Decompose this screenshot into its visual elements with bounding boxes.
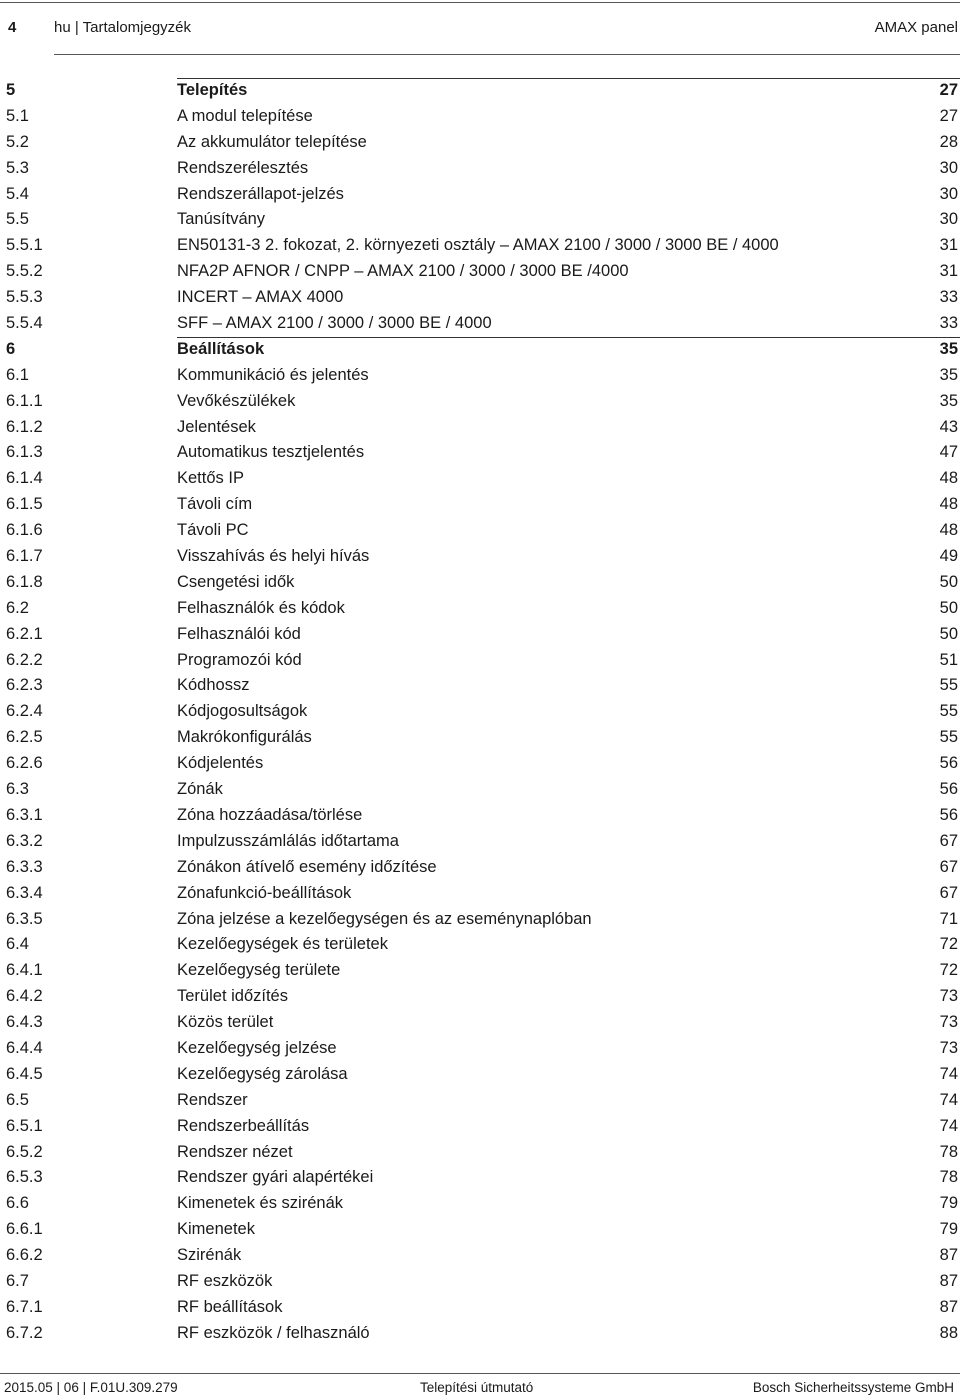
toc-page-number: 56 xyxy=(939,754,958,773)
toc-page-number: 88 xyxy=(939,1323,958,1342)
toc-page-number: 43 xyxy=(939,417,958,436)
toc-entry[interactable] xyxy=(0,725,960,751)
toc-entry[interactable] xyxy=(0,440,960,466)
toc-section-number: 5.1 xyxy=(6,106,29,125)
toc-page-number: 55 xyxy=(939,676,958,695)
toc-entry[interactable] xyxy=(0,1217,960,1243)
toc-page-number: 74 xyxy=(939,1090,958,1109)
top-rule xyxy=(0,2,960,3)
toc-entry[interactable] xyxy=(0,1295,960,1321)
toc-section-title: Rendszer gyári alapértékei xyxy=(177,1168,374,1187)
toc-section-number: 6.7.2 xyxy=(6,1323,43,1342)
toc-section-number: 5.5 xyxy=(6,210,29,229)
toc-entry[interactable] xyxy=(0,855,960,881)
toc-section-title: Visszahívás és helyi hívás xyxy=(177,547,370,566)
toc-section-title: Kódhossz xyxy=(177,676,250,695)
toc-page-number: 78 xyxy=(939,1168,958,1187)
toc-section-number: 6.1 xyxy=(6,365,29,384)
toc-section-number: 6.1.1 xyxy=(6,391,43,410)
toc-entry[interactable] xyxy=(0,518,960,544)
toc-section-title: Rendszerbeállítás xyxy=(177,1116,310,1135)
toc-section-title: Rendszerállapot-jelzés xyxy=(177,184,344,203)
toc-entry[interactable] xyxy=(0,1010,960,1036)
toc-entry[interactable] xyxy=(0,544,960,570)
toc-page-number: 28 xyxy=(939,132,958,151)
toc-section-number: 6.3.4 xyxy=(6,883,43,902)
toc-section-title: Tanúsítvány xyxy=(177,210,266,229)
toc-section-number: 5.3 xyxy=(6,158,29,177)
toc-entry[interactable] xyxy=(0,415,960,441)
toc-entry[interactable] xyxy=(0,673,960,699)
toc-section-title: Kódjogosultságok xyxy=(177,702,308,721)
toc-page-number: 79 xyxy=(939,1194,958,1213)
toc-section-number: 6.4.1 xyxy=(6,961,43,980)
toc-page-number: 47 xyxy=(939,443,958,462)
footer-rule xyxy=(0,1373,960,1374)
toc-section-number: 6.5.3 xyxy=(6,1168,43,1187)
toc-section-number: 6.1.6 xyxy=(6,521,43,540)
document-title: Telepítési útmutató xyxy=(420,1380,534,1395)
product-name: AMAX panel xyxy=(874,19,958,36)
toc-section-title: Szirénák xyxy=(177,1246,242,1265)
toc-section-title: Rendszer nézet xyxy=(177,1142,293,1161)
toc-section-number: 6.6.1 xyxy=(6,1220,43,1239)
toc-section-title: Kezelőegység zárolása xyxy=(177,1064,348,1083)
toc-section-title: Jelentések xyxy=(177,417,256,436)
toc-page-number: 56 xyxy=(939,805,958,824)
toc-page-number: 87 xyxy=(939,1246,958,1265)
table-of-contents xyxy=(0,78,960,1347)
toc-section-title: Csengetési idők xyxy=(177,572,295,591)
toc-entry[interactable] xyxy=(0,363,960,389)
toc-section-title: Közös terület xyxy=(177,1013,274,1032)
toc-page-number: 48 xyxy=(939,469,958,488)
toc-entry[interactable] xyxy=(0,1321,960,1347)
toc-section-number: 6.4.4 xyxy=(6,1038,43,1057)
toc-section-number: 6.2.2 xyxy=(6,650,43,669)
toc-page-number: 50 xyxy=(939,624,958,643)
toc-page-number: 67 xyxy=(939,831,958,850)
toc-section-number: 6.1.5 xyxy=(6,495,43,514)
toc-entry[interactable] xyxy=(0,207,960,233)
toc-page-number: 74 xyxy=(939,1064,958,1083)
toc-section-title: Kimenetek xyxy=(177,1220,255,1239)
toc-section-number: 6.1.4 xyxy=(6,469,43,488)
publisher: Bosch Sicherheitssysteme GmbH xyxy=(752,1380,954,1395)
toc-section-title: Programozói kód xyxy=(177,650,302,669)
toc-section-title: INCERT – AMAX 4000 xyxy=(177,288,344,307)
toc-entry[interactable] xyxy=(0,311,960,337)
toc-section-number: 6.4.3 xyxy=(6,1013,43,1032)
toc-section-title: SFF – AMAX 2100 / 3000 / 3000 BE / 4000 xyxy=(177,314,492,333)
toc-chapter-entry[interactable] xyxy=(0,337,960,363)
toc-page-number: 35 xyxy=(939,391,958,410)
toc-page-number: 48 xyxy=(939,521,958,540)
toc-page-number: 55 xyxy=(939,728,958,747)
toc-entry[interactable] xyxy=(0,1140,960,1166)
toc-page-number: 30 xyxy=(939,184,958,203)
toc-page-number: 27 xyxy=(939,81,958,99)
toc-page-number: 67 xyxy=(939,883,958,902)
toc-entry[interactable] xyxy=(0,570,960,596)
toc-chapter-entry[interactable] xyxy=(0,78,960,104)
toc-page-number: 73 xyxy=(939,987,958,1006)
toc-page-number: 71 xyxy=(939,909,958,928)
toc-entry[interactable] xyxy=(0,699,960,725)
toc-section-title: Zóna jelzése a kezelőegységen és az eseménynaplóban xyxy=(177,909,592,928)
toc-section-title: Kezelőegység területe xyxy=(177,961,341,980)
toc-entry[interactable] xyxy=(0,958,960,984)
toc-entry[interactable] xyxy=(0,751,960,777)
toc-entry[interactable] xyxy=(0,259,960,285)
toc-entry[interactable] xyxy=(0,777,960,803)
toc-entry[interactable] xyxy=(0,156,960,182)
toc-section-title: Makrókonfigurálás xyxy=(177,728,312,747)
toc-entry[interactable] xyxy=(0,130,960,156)
toc-page-number: 50 xyxy=(939,598,958,617)
toc-section-number: 6.5 xyxy=(6,1090,29,1109)
toc-page-number: 30 xyxy=(939,158,958,177)
toc-section-number: 5.5.3 xyxy=(6,288,43,307)
toc-section-title: A modul telepítése xyxy=(177,106,313,125)
toc-section-title: RF beállítások xyxy=(177,1297,283,1316)
toc-entry[interactable] xyxy=(0,492,960,518)
toc-entry[interactable] xyxy=(0,182,960,208)
toc-entry[interactable] xyxy=(0,829,960,855)
toc-section-title: Távoli cím xyxy=(177,495,253,514)
toc-section-title: Zóna hozzáadása/törlése xyxy=(177,805,363,824)
toc-page-number: 73 xyxy=(939,1013,958,1032)
toc-section-title: Kommunikáció és jelentés xyxy=(177,365,369,384)
toc-section-number: 6.3 xyxy=(6,780,29,799)
toc-page-number: 48 xyxy=(939,495,958,514)
toc-section-number: 6.2.1 xyxy=(6,624,43,643)
toc-entry[interactable] xyxy=(0,1191,960,1217)
header-rule xyxy=(54,54,960,55)
toc-section-number: 6.7.1 xyxy=(6,1297,43,1316)
toc-section-number: 6.1.3 xyxy=(6,443,43,462)
toc-section-number: 6.1.2 xyxy=(6,417,43,436)
toc-section-title: RF eszközök xyxy=(177,1271,273,1290)
toc-page-number: 31 xyxy=(939,262,958,281)
toc-section-title: Beállítások xyxy=(177,339,265,358)
toc-entry[interactable] xyxy=(0,1088,960,1114)
toc-page-number: 30 xyxy=(939,210,958,229)
toc-section-number: 6.2.5 xyxy=(6,728,43,747)
toc-page-number: 72 xyxy=(939,935,958,954)
toc-section-title: Rendszer xyxy=(177,1090,248,1109)
toc-page-number: 87 xyxy=(939,1297,958,1316)
toc-section-number: 5.2 xyxy=(6,132,29,151)
toc-entry[interactable] xyxy=(0,104,960,130)
toc-entry[interactable] xyxy=(0,1114,960,1140)
document-id: 2015.05 | 06 | F.01U.309.279 xyxy=(4,1380,178,1395)
toc-section-title: Kódjelentés xyxy=(177,754,264,773)
toc-page-number: 31 xyxy=(939,236,958,255)
toc-section-number: 6.3.2 xyxy=(6,831,43,850)
toc-section-number: 6.2.3 xyxy=(6,676,43,695)
toc-section-title: Rendszerélesztés xyxy=(177,158,309,177)
toc-entry[interactable] xyxy=(0,389,960,415)
toc-page-number: 33 xyxy=(939,288,958,307)
toc-section-title: Felhasználói kód xyxy=(177,624,301,643)
toc-section-number: 6.4.5 xyxy=(6,1064,43,1083)
toc-section-title: Impulzusszámlálás időtartama xyxy=(177,831,399,850)
toc-page-number: 72 xyxy=(939,961,958,980)
toc-section-title: Automatikus tesztjelentés xyxy=(177,443,365,462)
toc-section-number: 6.5.2 xyxy=(6,1142,43,1161)
toc-page-number: 73 xyxy=(939,1038,958,1057)
toc-section-number: 6.2.4 xyxy=(6,702,43,721)
toc-section-number: 6.6.2 xyxy=(6,1246,43,1265)
toc-section-title: Terület időzítés xyxy=(177,987,288,1006)
toc-entry[interactable] xyxy=(0,932,960,958)
toc-section-title: Kettős IP xyxy=(177,469,244,488)
toc-section-number: 6.3.3 xyxy=(6,857,43,876)
toc-section-number: 6.4.2 xyxy=(6,987,43,1006)
toc-entry[interactable] xyxy=(0,622,960,648)
toc-section-title: RF eszközök / felhasználó xyxy=(177,1323,370,1342)
toc-section-number: 5 xyxy=(6,81,16,99)
toc-section-title: Telepítés xyxy=(177,81,248,99)
toc-entry[interactable] xyxy=(0,984,960,1010)
toc-section-number: 6.1.8 xyxy=(6,572,43,591)
toc-entry[interactable] xyxy=(0,881,960,907)
toc-section-title: EN50131-3 2. fokozat, 2. környezeti osztály – AMAX 2100 / 3000 / 3000 BE / 4000 xyxy=(177,236,779,255)
toc-entry[interactable] xyxy=(0,285,960,311)
toc-page-number: 27 xyxy=(939,106,958,125)
toc-section-number: 6.2.6 xyxy=(6,754,43,773)
toc-entry[interactable] xyxy=(0,233,960,259)
chapter-rule xyxy=(177,337,960,338)
page-number: 4 xyxy=(8,19,17,36)
toc-section-number: 5.5.2 xyxy=(6,262,43,281)
toc-page-number: 51 xyxy=(939,650,958,669)
chapter-rule xyxy=(177,78,960,79)
toc-section-title: Az akkumulátor telepítése xyxy=(177,132,367,151)
toc-entry[interactable] xyxy=(0,1243,960,1269)
toc-entry[interactable] xyxy=(0,1269,960,1295)
toc-section-title: NFA2P AFNOR / CNPP – AMAX 2100 / 3000 / 3000 BE /4000 xyxy=(177,262,629,281)
toc-section-title: Kimenetek és szirénák xyxy=(177,1194,343,1213)
toc-page-number: 50 xyxy=(939,572,958,591)
page-header xyxy=(0,16,960,40)
toc-section-number: 6.1.7 xyxy=(6,547,43,566)
toc-section-number: 5.4 xyxy=(6,184,29,203)
toc-page-number: 79 xyxy=(939,1220,958,1239)
toc-page-number: 74 xyxy=(939,1116,958,1135)
toc-entry[interactable] xyxy=(0,1062,960,1088)
breadcrumb: hu | Tartalomjegyzék xyxy=(54,19,192,36)
toc-section-number: 6.6 xyxy=(6,1194,29,1213)
toc-section-title: Zónafunkció-beállítások xyxy=(177,883,352,902)
toc-page-number: 87 xyxy=(939,1271,958,1290)
toc-section-title: Zónákon átívelő esemény időzítése xyxy=(177,857,437,876)
toc-entry[interactable] xyxy=(0,1036,960,1062)
toc-section-title: Kezelőegységek és területek xyxy=(177,935,388,954)
toc-page-number: 35 xyxy=(939,339,958,358)
toc-section-number: 5.5.1 xyxy=(6,236,43,255)
toc-section-number: 6.3.5 xyxy=(6,909,43,928)
toc-section-number: 5.5.4 xyxy=(6,314,43,333)
toc-section-number: 6.2 xyxy=(6,598,29,617)
toc-entry[interactable] xyxy=(0,648,960,674)
toc-entry[interactable] xyxy=(0,907,960,933)
toc-section-title: Kezelőegység jelzése xyxy=(177,1038,337,1057)
toc-entry[interactable] xyxy=(0,803,960,829)
toc-section-number: 6 xyxy=(6,339,16,358)
toc-section-number: 6.4 xyxy=(6,935,29,954)
toc-page-number: 78 xyxy=(939,1142,958,1161)
toc-entry[interactable] xyxy=(0,466,960,492)
toc-section-title: Zónák xyxy=(177,780,223,799)
toc-section-number: 6.3.1 xyxy=(6,805,43,824)
toc-entry[interactable] xyxy=(0,1165,960,1191)
toc-section-title: Felhasználók és kódok xyxy=(177,598,345,617)
toc-page-number: 33 xyxy=(939,314,958,333)
toc-page-number: 56 xyxy=(939,780,958,799)
toc-page-number: 55 xyxy=(939,702,958,721)
toc-section-title: Vevőkészülékek xyxy=(177,391,296,410)
toc-page-number: 67 xyxy=(939,857,958,876)
toc-entry[interactable] xyxy=(0,596,960,622)
toc-section-title: Távoli PC xyxy=(177,521,249,540)
toc-section-number: 6.5.1 xyxy=(6,1116,43,1135)
toc-page-number: 35 xyxy=(939,365,958,384)
toc-page-number: 49 xyxy=(939,547,958,566)
toc-section-number: 6.7 xyxy=(6,1271,29,1290)
